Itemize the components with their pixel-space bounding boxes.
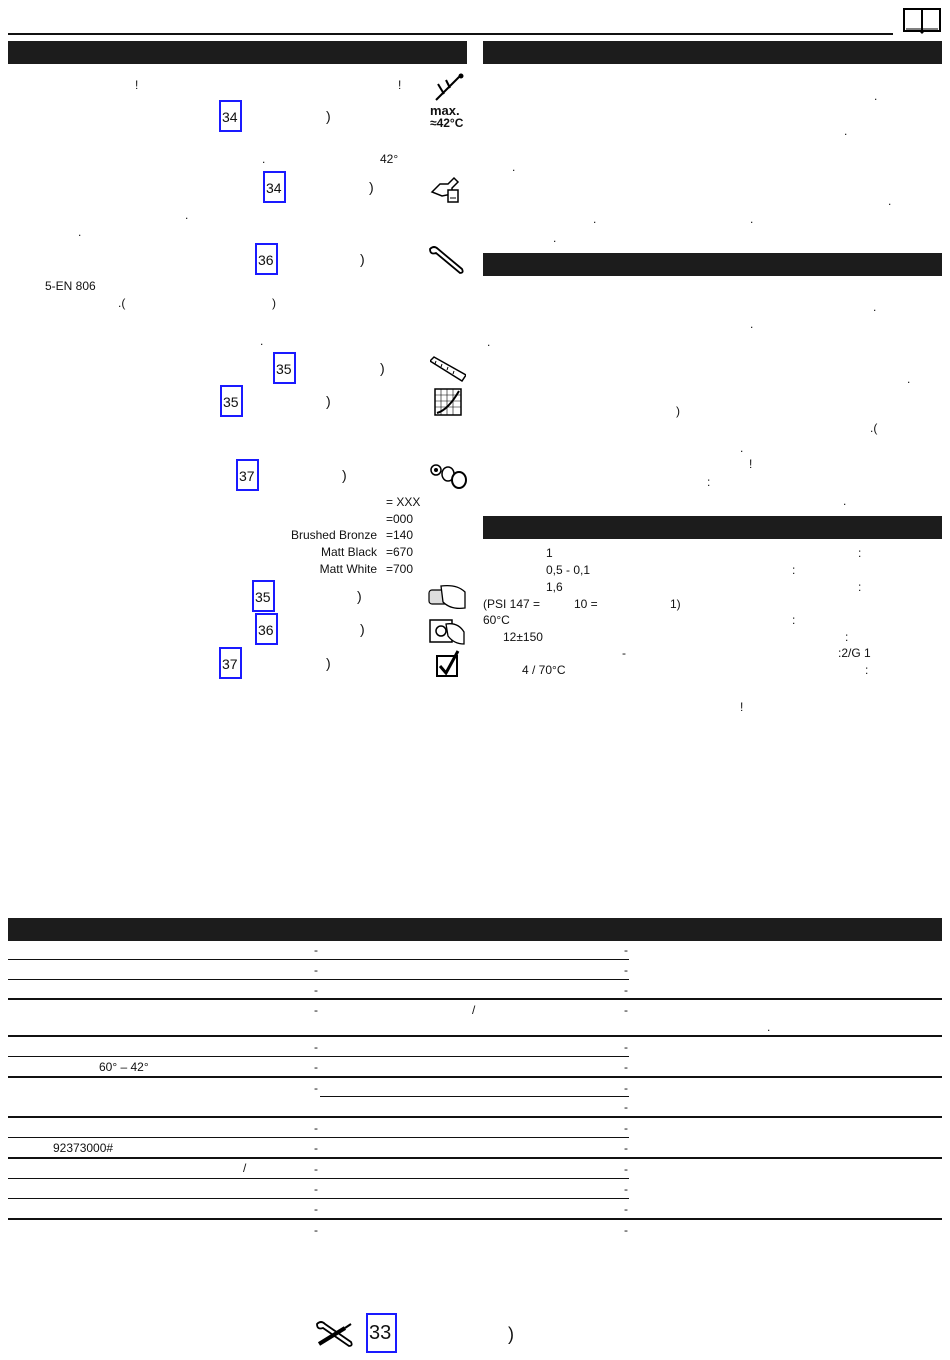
colon: : [858, 580, 862, 594]
wrench-icon [428, 245, 466, 280]
colon: : [792, 613, 796, 627]
color-code: = XXX [386, 495, 421, 509]
table-rule [8, 1137, 629, 1138]
spec-value: 1,6 [546, 580, 563, 594]
spec-value: 10 = [574, 597, 598, 611]
table-dash: - [624, 1141, 628, 1155]
page-ref-box[interactable]: 35 [273, 352, 296, 384]
page-ref-box[interactable]: 37 [219, 647, 242, 679]
dot: . [750, 212, 754, 226]
paren-close: ) [360, 251, 365, 267]
dot: . [843, 494, 847, 508]
table-dash: - [624, 1060, 628, 1074]
table-dash: - [624, 1040, 628, 1054]
table-dash: - [624, 1162, 628, 1176]
paren-close: ) [369, 179, 374, 195]
dot: . [78, 225, 82, 239]
graph-chart-icon [434, 388, 462, 421]
right-section-header-3 [483, 516, 942, 539]
color-code: =000 [386, 512, 414, 526]
dot: . [593, 212, 597, 226]
spec-value: (PSI 147 = [483, 597, 541, 611]
table-dash: - [314, 1060, 318, 1074]
colon: : [845, 630, 849, 644]
table-rule [8, 979, 629, 980]
norm-text: 5-EN 806 [45, 279, 96, 293]
table-rule-major [8, 1116, 942, 1118]
hand-valve-icon [428, 614, 466, 651]
table-dash: - [624, 1223, 628, 1237]
exclaim-mark: ! [398, 78, 402, 92]
table-rule-major [8, 1076, 942, 1078]
dot: . [873, 300, 877, 314]
table-dot: . [767, 1020, 771, 1034]
footer-page-ref[interactable]: 33 [366, 1313, 397, 1353]
temp-42: 42° [380, 152, 399, 166]
paren-close: ) [380, 360, 385, 376]
colon: : [858, 546, 862, 560]
table-dash: - [314, 1081, 318, 1095]
table-dash: - [314, 1040, 318, 1054]
spec-dash: - [622, 646, 626, 660]
paren-close: ) [676, 404, 680, 418]
exclaim-mark: ! [740, 700, 744, 714]
tools-icon [315, 1320, 355, 1355]
page-ref-box[interactable]: 34 [219, 100, 242, 132]
paren-open: .( [870, 421, 878, 435]
table-header [8, 918, 942, 941]
checkbox-checked-icon [436, 650, 460, 683]
color-name: Matt Black [320, 545, 377, 559]
paren-open: .( [118, 296, 126, 310]
dot: . [512, 160, 516, 174]
temp-range: 60° – 42° [99, 1060, 149, 1074]
color-code: =670 [386, 545, 414, 559]
dot: . [262, 152, 266, 166]
right-section-header-2 [483, 253, 942, 276]
color-code: =700 [386, 562, 414, 576]
table-rule-major [8, 1035, 942, 1037]
table-dash: - [624, 1202, 628, 1216]
colon: : [792, 563, 796, 577]
color-code: =140 [386, 528, 414, 542]
table-dash: - [314, 1121, 318, 1135]
page-ref-box[interactable]: 36 [255, 613, 278, 645]
table-rule [8, 1198, 629, 1199]
dot: . [487, 335, 491, 349]
spec-value: 4 / 70°C [522, 663, 566, 677]
temp-label: ≈42°C [430, 116, 464, 130]
cleaning-cloth-icon [427, 582, 467, 617]
part-number: 92373000# [53, 1141, 114, 1155]
table-dash: - [624, 963, 628, 977]
page-ref-box[interactable]: 35 [252, 580, 275, 612]
dot: . [553, 231, 557, 245]
color-name: Matt White [319, 562, 377, 576]
color-name: Brushed Bronze [290, 528, 377, 542]
table-dash: - [314, 1141, 318, 1155]
colon: : [707, 475, 711, 489]
table-dash: - [624, 983, 628, 997]
header-rule [8, 33, 893, 35]
page-ref-box[interactable]: 35 [220, 385, 243, 417]
table-dash: - [624, 1121, 628, 1135]
seal-rings-icon [428, 462, 468, 495]
table-slash: / [243, 1161, 247, 1175]
right-section-header-1 [483, 41, 942, 64]
open-book-icon [903, 8, 941, 39]
dot: . [907, 372, 911, 386]
left-section-header [8, 41, 467, 64]
spec-value: 0,5 - 0,1 [546, 563, 591, 577]
table-dash: - [624, 1182, 628, 1196]
table-rule [8, 959, 629, 960]
page-ref-box[interactable]: 37 [236, 459, 259, 491]
dot: . [740, 441, 744, 455]
table-rule [320, 1096, 629, 1097]
page-ref-box[interactable]: 36 [255, 243, 278, 275]
colon: : [865, 663, 869, 677]
caulk-gun-icon [432, 72, 466, 107]
max-label: max. [430, 103, 460, 118]
dot: . [844, 124, 848, 138]
table-dash: - [624, 943, 628, 957]
table-dash: - [314, 943, 318, 957]
dot: . [185, 208, 189, 222]
dot: . [888, 194, 892, 208]
paren-close: ) [326, 655, 331, 671]
dot: . [750, 317, 754, 331]
spec-value: 1) [670, 597, 681, 611]
table-dash: - [624, 1081, 628, 1095]
paren-close: ) [326, 393, 331, 409]
table-dash: - [314, 1003, 318, 1017]
paren-close: ) [326, 108, 331, 124]
table-rule [8, 1056, 629, 1057]
table-rule-major [8, 998, 942, 1000]
table-dash: - [624, 1003, 628, 1017]
table-dash: - [314, 1223, 318, 1237]
table-rule-major [8, 1218, 942, 1220]
table-dash: - [624, 1100, 628, 1114]
table-rule [8, 1178, 629, 1179]
table-dash: - [314, 1162, 318, 1176]
dot: . [260, 334, 264, 348]
exclaim-mark: ! [135, 78, 139, 92]
table-slash: / [472, 1003, 476, 1017]
hand-pour-icon [430, 172, 464, 209]
table-dash: - [314, 963, 318, 977]
paren-close: ) [357, 588, 362, 604]
table-rule-major [8, 1157, 942, 1159]
spec-value: :2/G 1 [838, 646, 871, 660]
table-dash: - [314, 1202, 318, 1216]
ruler-icon [430, 355, 466, 388]
dot: . [874, 89, 878, 103]
paren-close: ) [508, 1324, 514, 1344]
exclaim-mark: ! [749, 457, 753, 471]
paren-close: ) [360, 621, 365, 637]
page-ref-box[interactable]: 34 [263, 171, 286, 203]
spec-value: 12±150 [503, 630, 543, 644]
table-dash: - [314, 1182, 318, 1196]
spec-value: 60°C [483, 613, 510, 627]
table-dash: - [314, 983, 318, 997]
paren-close: ) [272, 296, 276, 310]
spec-value: 1 [546, 546, 553, 560]
paren-close: ) [342, 467, 347, 483]
